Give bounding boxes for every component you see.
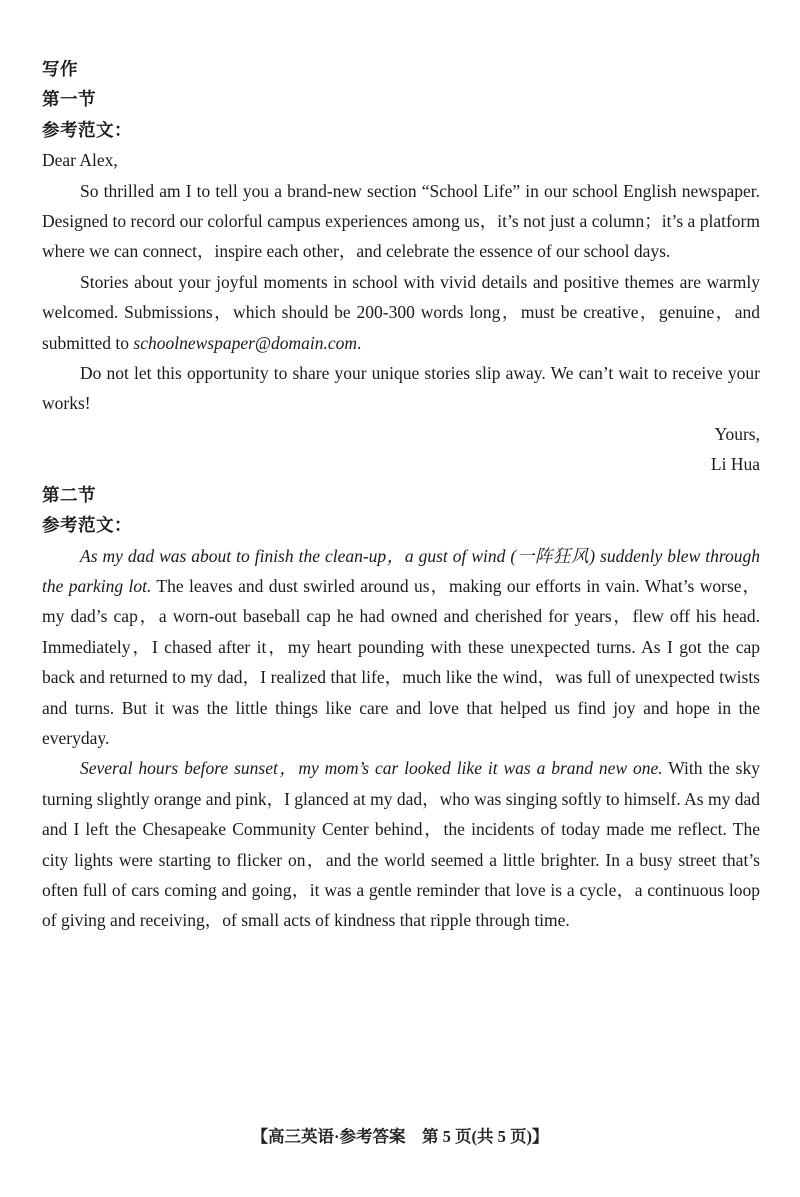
text-segment: The leaves and dust swirled around us，making our efforts in vain. What’s worse，my dad’s cap，a worn-out baseball cap he had owned and cherished for years，flew off his head. Immediately，I chased after it，my heart pounding with these unexpected turns. As I got the cap back and returned to my dad，I realized that life，much like the wind，was full of unexpected twists and turns. But it was the little things like care and love that helped us find joy and hope in the everyday. [42,575,760,748]
text-segment: . [357,332,362,353]
writing-heading: 写作 [42,59,78,79]
essay-paragraph [42,541,760,754]
letter-signature: Li Hua [710,454,760,475]
page-footer: 【高三英语·参考答案 第 5 页(共 5 页)】 [251,1127,549,1146]
essay-paragraph [42,358,760,419]
letter-salutation: Dear Alex, [42,150,118,171]
essay-paragraph [42,753,760,935]
essay-paragraph [42,176,760,267]
section-2-model-essay-label: 参考范文： [42,515,132,536]
italic-text-segment: schoolnewspaper@domain.com [133,332,358,353]
text-segment: With the sky turning slightly orange and pink，I glanced at my dad，who was singing softly to himself. As my dad and I left the Chesapeake Community Center behind，the incidents of today made me reflect. The city lights were starting to flicker on，and the world seemed a little brighter. In a busy street that’s often full of cars coming and going，it was a gentle reminder that love is a cycle，a continuous loop of giving and receiving，of small acts of kindness that ripple through time. [42,758,760,931]
section-1-heading: 第一节 [42,89,96,110]
text-segment: Stories about your joyful moments in school with vivid details and positive themes are warmly welcomed. Submissions，which should be 200-300 words long，must be creative，genuine，and submitted to [42,271,760,353]
section-2-heading: 第二节 [42,484,96,505]
section-1-paragraphs [42,176,760,419]
section-2-paragraphs [42,541,760,936]
essay-paragraph [42,267,760,358]
text-segment: So thrilled am I to tell you a brand-new section “School Life” in our school English newspaper. Designed to record our colorful campus experiences among us，it’s not just a column；it’s a platform where we can connect，inspire each other，and celebrate the essence of our school days. [42,180,760,262]
text-segment: Do not let this opportunity to share your unique stories slip away. We can’t wait to receive your works! [42,363,760,414]
italic-text-segment: As my dad was about to finish the clean-up，a gust of wind (一阵狂风) suddenly blew through the parking lot. [42,545,760,596]
italic-text-segment: Several hours before sunset，my mom’s car looked like it was a brand new one. [80,758,663,779]
document-content [42,54,760,936]
section-1-model-essay-label: 参考范文： [42,119,132,140]
letter-closing: Yours, [714,423,760,444]
